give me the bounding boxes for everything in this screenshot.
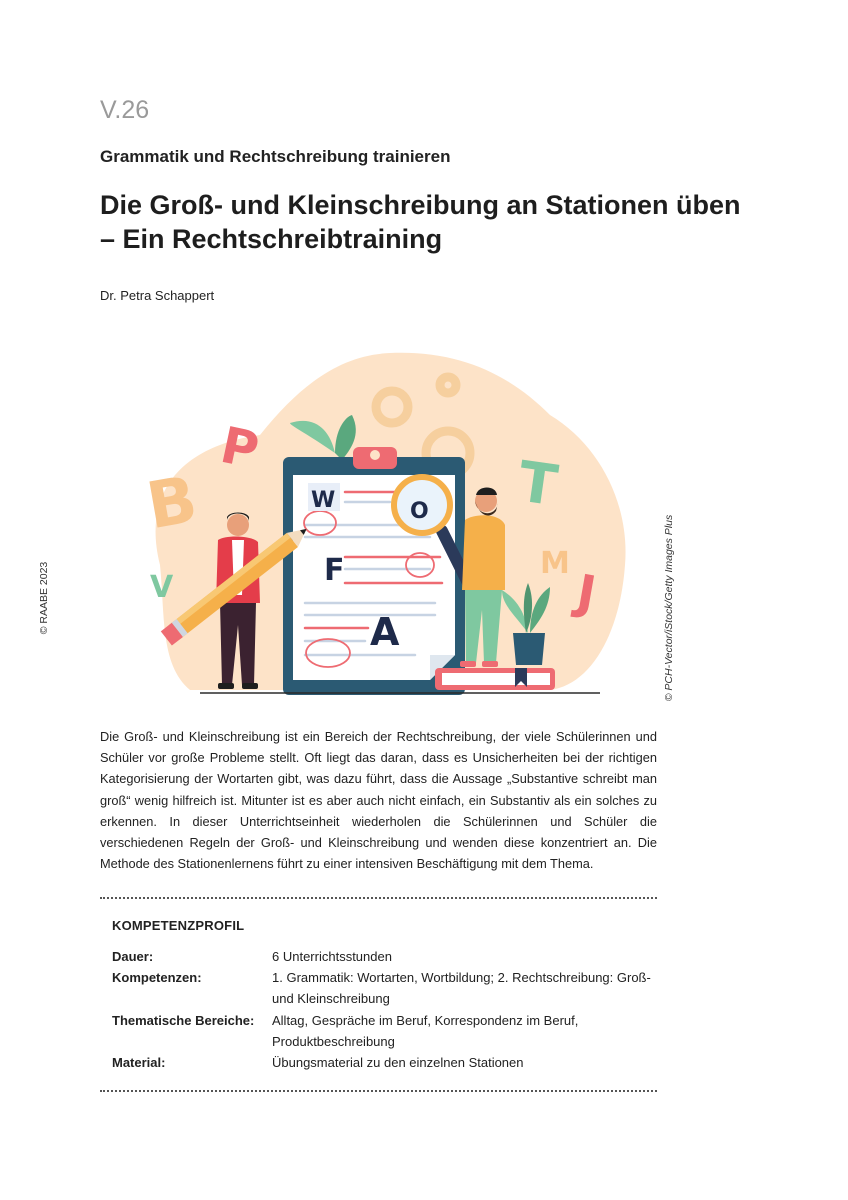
- profile-label: Material:: [112, 1055, 166, 1071]
- sheet-letter-a: A: [370, 610, 400, 654]
- competence-profile: [112, 946, 652, 1073]
- letter-j: J: [572, 564, 600, 623]
- sheet-letter-w: W: [311, 488, 336, 513]
- image-credit: © PCH-Vector/iStock/Getty Images Plus: [663, 514, 675, 702]
- profile-row-competences: [112, 967, 652, 1009]
- profile-row-material: [112, 1052, 652, 1073]
- page-title: [100, 188, 740, 256]
- series-title: Grammatik und Rechtschreibung trainieren: [100, 147, 451, 166]
- author: Dr. Petra Schappert: [100, 288, 215, 303]
- letter-b: B: [141, 462, 203, 545]
- title-line-2: – Ein Rechtschreibtraining: [100, 224, 443, 254]
- sheet-letter-f: F: [324, 553, 345, 588]
- profile-value: 6 Unterrichtsstunden: [272, 949, 392, 964]
- profile-value: Alltag, Gespräche im Beruf, Korrespondenz im Beruf, Produktbeschreibung: [272, 1012, 579, 1049]
- chapter-number: V.26: [100, 96, 150, 124]
- profile-heading: KOMPETENZPROFIL: [112, 918, 245, 933]
- profile-row-duration: [112, 946, 652, 967]
- letter-p: P: [215, 415, 264, 481]
- profile-label: Kompetenzen:: [112, 970, 202, 986]
- intro-paragraph: Die Groß- und Kleinschreibung ist ein Bereich der Rechtschreibung, der viele Schülerinnen und Schüler vor große Probleme stellt. Oft liegt das daran, dass es Unsicherheiten bei der richtigen Kategorisierung der Wortarten gibt, was dazu führt, dass die Aussage „Substantive schreibt man groß“ wenig hilfreich ist. Mitunter ist es aber auch nicht einfach, ein Substantiv als ein solches zu erkennen. In dieser Unterrichtseinheit wiederholen die Schülerinnen und Schüler die verschiedenen Regeln der Groß- und Kleinschreibung und wenden diese konzentriert an. Die Methode des Stationenlernens führt zu einer intensiven Beschäftigung mit dem Thema.: [100, 729, 657, 872]
- letter-m: M: [540, 546, 570, 581]
- profile-label: Dauer:: [112, 949, 154, 964]
- profile-value: 1. Grammatik: Wortarten, Wortbildung; 2. Rechtschreibung: Groß- und Kleinschreibung: [272, 970, 651, 1007]
- title-line-1: Die Groß- und Kleinschreibung an Stationen üben: [100, 190, 741, 220]
- divider-top: [100, 897, 657, 899]
- illustration: [130, 335, 650, 707]
- profile-label: Thematische Bereiche:: [112, 1012, 255, 1028]
- sheet-letter-o: O: [410, 499, 429, 524]
- letter-v: V: [150, 570, 174, 605]
- plant-pot: [513, 633, 545, 665]
- copyright-notice: © RAABE 2023: [38, 561, 50, 635]
- letter-t: T: [514, 449, 562, 520]
- profile-row-topics: [112, 1010, 652, 1052]
- divider-bottom: [100, 1090, 657, 1092]
- profile-value: Übungsmaterial zu den einzelnen Stationen: [272, 1055, 524, 1071]
